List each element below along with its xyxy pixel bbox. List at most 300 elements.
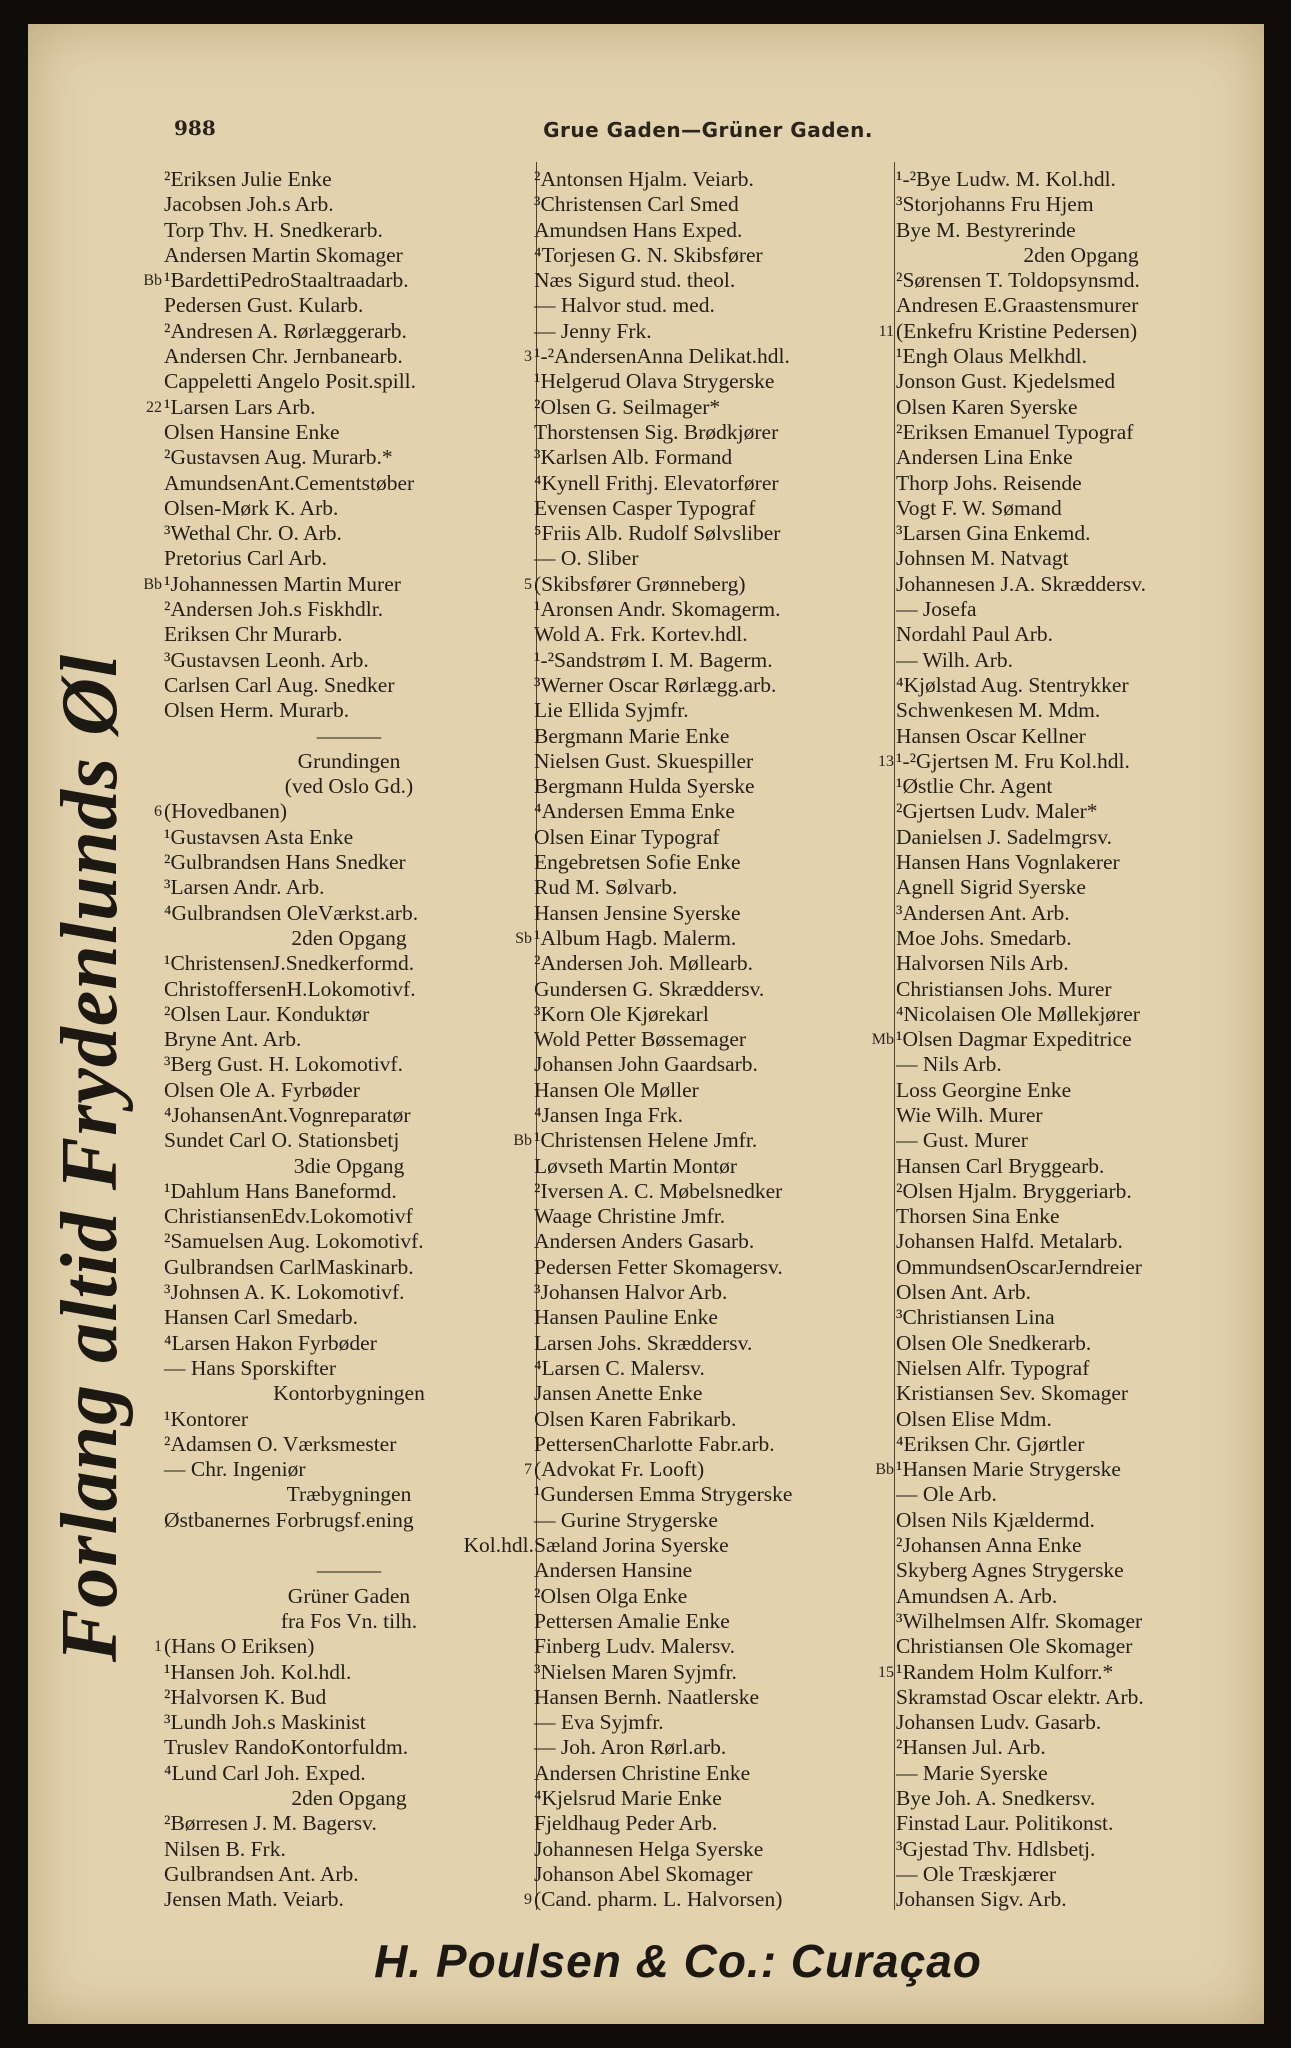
entry-text: ⁴Kjelsrud Marie Enke <box>534 1786 722 1810</box>
entry-text: Thorp Johs. Reisende <box>896 470 1082 495</box>
entry-text: Andersen Martin Skomager <box>164 242 403 267</box>
directory-entry <box>164 496 534 521</box>
entry-text: — Halvor stud. med. <box>534 293 715 318</box>
entry-text: Larsen Johs. Skræddersv. <box>534 1330 753 1355</box>
directory-entry <box>896 572 1266 597</box>
entry-text: ¹ChristensenJ.Snedkerformd. <box>164 951 415 976</box>
entry-text: Danielsen J. Sadelmgrsv. <box>896 824 1112 849</box>
directory-entry <box>164 369 534 394</box>
directory-entry <box>164 1407 534 1432</box>
entry-text: ²Halvorsen K. Bud <box>164 1684 327 1709</box>
entry-text: Østbanernes Forbrugsf.ening <box>164 1507 414 1532</box>
entry-text: ³Karlsen Alb. Formand <box>534 445 733 470</box>
directory-entry <box>875 1457 1266 1482</box>
directory-entry <box>896 1255 1266 1280</box>
entry-text: Hansen Hans Vognlakerer <box>896 850 1120 875</box>
directory-entry <box>164 1128 534 1153</box>
directory-entry <box>896 1103 1266 1128</box>
directory-entry <box>164 1280 534 1305</box>
directory-entry <box>896 1609 1266 1634</box>
directory-entry <box>164 1331 534 1356</box>
directory-entry <box>164 1609 534 1634</box>
entry-text: ²Gjertsen Ludv. Maler* <box>896 799 1098 824</box>
entry-text: Schwenkesen M. Mdm. <box>896 698 1101 723</box>
directory-entry <box>164 471 534 496</box>
directory-entry <box>534 799 892 824</box>
page-number: 988 <box>174 116 216 140</box>
entry-text: ¹Christensen Helene Jmfr. <box>534 1128 758 1153</box>
directory-entry <box>896 1356 1266 1381</box>
entry-text: (ved Oslo Gd.) <box>284 774 414 799</box>
directory-entry <box>164 1229 534 1254</box>
entry-text: Andersen Chr. Jernbanearb. <box>164 344 403 369</box>
directory-entry <box>164 1179 534 1204</box>
entry-text: ²Johansen Anna Enke <box>896 1533 1082 1558</box>
directory-entry <box>871 1027 1266 1052</box>
entry-text: Nilsen B. Frk. <box>164 1836 286 1861</box>
entry-text: Hansen Carl Bryggearb. <box>896 1153 1105 1178</box>
directory-entry <box>146 394 534 420</box>
entry-text: ³Korn Ole Kjørekarl <box>534 1001 709 1026</box>
directory-entry <box>534 192 892 217</box>
entry-text: Johansen John Gaardsarb. <box>534 1052 758 1077</box>
entry-text: 3die Opgang <box>293 1153 405 1178</box>
house-number: 5 <box>524 575 532 593</box>
entry-text: Andresen E.Graastensmurer <box>896 293 1139 318</box>
entry-text: Hansen Carl Smedarb. <box>164 1305 359 1330</box>
directory-entry <box>534 1609 892 1634</box>
directory-entry <box>896 977 1266 1002</box>
entry-text: Finberg Ludv. Malersv. <box>534 1634 736 1659</box>
directory-entry <box>524 1887 892 1912</box>
directory-entry <box>534 268 892 293</box>
directory-entry <box>164 1862 534 1887</box>
directory-entry <box>164 546 534 571</box>
directory-entry <box>534 1179 892 1204</box>
entry-text: — Josefa <box>896 597 977 622</box>
entry-text: ³Lundh Joh.s Maskinist <box>164 1710 366 1735</box>
entry-text: — Jenny Frk. <box>534 318 652 343</box>
house-number: 7 <box>524 1461 532 1479</box>
running-head: Grue Gaden—Grüner Gaden. <box>543 118 873 142</box>
directory-entry <box>534 243 892 268</box>
directory-entry <box>534 622 892 647</box>
entry-text: Torp Thv. H. Snedkerarb. <box>164 217 383 242</box>
entry-text: — Chr. Ingeniør <box>164 1457 306 1482</box>
entry-text: Johannesen J.A. Skræddersv. <box>896 571 1147 596</box>
directory-entry <box>164 724 534 749</box>
house-number: Bb <box>143 575 162 593</box>
entry-text: (Advokat Fr. Looft) <box>534 1457 705 1482</box>
entry-text: Bergmann Hulda Syerske <box>534 774 755 799</box>
entry-text: Jacobsen Joh.s Arb. <box>164 192 334 217</box>
entry-text: ¹Dahlum Hans Baneformd. <box>164 1178 397 1203</box>
entry-text: Olsen Elise Mdm. <box>896 1406 1052 1431</box>
entry-text: ¹Hansen Marie Strygerske <box>896 1457 1121 1482</box>
entry-text: ¹Larsen Lars Arb. <box>164 394 316 419</box>
entry-text: — Eva Syjmfr. <box>534 1710 664 1735</box>
directory-entry <box>164 1558 534 1583</box>
directory-entry <box>164 192 534 217</box>
entry-text: 2den Opgang <box>291 925 407 950</box>
entry-text: ⁴Larsen Hakon Fyrbøder <box>164 1330 377 1355</box>
directory-entry <box>896 850 1266 875</box>
entry-text: (Cand. pharm. L. Halvorsen) <box>534 1887 783 1912</box>
entry-text: ²Olsen Laur. Konduktør <box>164 1001 370 1026</box>
entry-text: Olsen Hansine Enke <box>164 419 340 444</box>
entry-text: ³Wilhelmsen Alfr. Skomager <box>896 1608 1143 1633</box>
directory-entry <box>534 546 892 571</box>
directory-entry <box>534 698 892 723</box>
entry-text: Bergmann Marie Enke <box>534 723 730 748</box>
entry-text: ²Olsen Olga Enke <box>534 1583 688 1608</box>
directory-entry <box>534 1735 892 1760</box>
directory-entry <box>164 774 534 799</box>
entry-text: ¹Olsen Dagmar Expeditrice <box>896 1027 1132 1052</box>
directory-entry <box>143 268 534 293</box>
directory-entry <box>534 167 892 192</box>
directory-entry <box>896 1786 1266 1811</box>
entry-text: Truslev RandoKontorfuldm. <box>164 1735 409 1760</box>
directory-entry <box>164 1837 534 1862</box>
entry-text: ³Andersen Ant. Arb. <box>896 900 1070 925</box>
entry-text: Lie Ellida Syjmfr. <box>534 698 689 723</box>
directory-entry <box>534 1786 892 1811</box>
entry-text: Løvseth Martin Montør <box>534 1153 738 1178</box>
directory-entry <box>164 243 534 268</box>
entry-text: (Hovedbanen) <box>164 799 287 824</box>
entry-text: PettersenCharlotte Fabr.arb. <box>534 1431 775 1456</box>
directory-entry <box>534 977 892 1002</box>
entry-text: — Marie Syerske <box>896 1760 1048 1785</box>
entry-text: Hansen Bernh. Naatlerske <box>534 1684 760 1709</box>
house-number: 9 <box>524 1891 532 1909</box>
entry-text: Grüner Gaden <box>287 1583 411 1608</box>
entry-text: fra Fos Vn. tilh. <box>280 1608 418 1633</box>
entry-text: ¹Helgerud Olava Strygerske <box>534 369 775 394</box>
house-number: Bb <box>513 1132 532 1150</box>
directory-entry <box>896 622 1266 647</box>
directory-entry <box>534 1154 892 1179</box>
directory-entry <box>896 445 1266 470</box>
directory-entry <box>164 1482 534 1507</box>
directory-entry <box>896 597 1266 622</box>
entry-text: Hansen Pauline Enke <box>534 1305 718 1330</box>
directory-entry <box>534 749 892 774</box>
directory-entry <box>896 774 1266 799</box>
directory-entry <box>534 724 892 749</box>
entry-text: ²Samuelsen Aug. Lokomotivf. <box>164 1229 424 1254</box>
directory-entry <box>143 571 534 597</box>
entry-text: Thorstensen Sig. Brødkjører <box>534 419 779 444</box>
directory-entry <box>164 1710 534 1735</box>
entry-text: ⁴Gulbrandsen OleVærkst.arb. <box>164 900 419 925</box>
directory-entry <box>896 471 1266 496</box>
directory-entry <box>534 1533 892 1558</box>
entry-text: ²Olsen Hjalm. Bryggeriarb. <box>896 1178 1132 1203</box>
directory-entry <box>164 901 534 926</box>
directory-entry <box>896 951 1266 976</box>
entry-text: Wold Petter Bøssemager <box>534 1027 747 1052</box>
directory-entry <box>164 1255 534 1280</box>
entry-text: ⁴Nicolaisen Ole Møllekjører <box>896 1001 1140 1026</box>
entry-text: Bye M. Bestyrerinde <box>896 217 1076 242</box>
entry-text: ⁴Kjølstad Aug. Stentrykker <box>896 672 1129 697</box>
entry-text: ³Larsen Andr. Arb. <box>164 875 325 900</box>
directory-entry <box>534 1508 892 1533</box>
entry-text: Grundingen <box>297 748 401 773</box>
entry-text: Andersen Anders Gasarb. <box>534 1229 755 1254</box>
entry-text: Wold A. Frk. Kortev.hdl. <box>534 622 748 647</box>
entry-text: ³Christensen Carl Smed <box>534 192 739 217</box>
directory-entry <box>534 420 892 445</box>
entry-text: Andersen Hansine <box>534 1558 693 1583</box>
directory-entry <box>896 369 1266 394</box>
entry-text: Cappeletti Angelo Posit.spill. <box>164 369 417 394</box>
entry-text: ¹Kontorer <box>164 1406 249 1431</box>
entry-text: ⁴Kynell Frithj. Elevatorfører <box>534 470 779 495</box>
directory-entry <box>534 1584 892 1609</box>
directory-entry <box>164 218 534 243</box>
directory-entry <box>164 850 534 875</box>
entry-text: ²Olsen G. Seilmager* <box>534 394 721 419</box>
directory-entry <box>164 521 534 546</box>
directory-entry <box>896 1305 1266 1330</box>
entry-text: ³Larsen Gina Enkemd. <box>896 521 1091 546</box>
directory-entry <box>164 977 534 1002</box>
directory-entry <box>534 648 892 673</box>
entry-text: — Gust. Murer <box>896 1128 1028 1153</box>
entry-text: ²Børresen J. M. Bagersv. <box>164 1811 377 1836</box>
entry-text: Olsen Karen Syerske <box>896 394 1078 419</box>
directory-entry <box>534 1052 892 1077</box>
directory-entry <box>154 799 534 824</box>
entry-text: ²Sørensen T. Toldopsynsmd. <box>896 268 1140 293</box>
directory-entry <box>896 1002 1266 1027</box>
entry-text: ²Eriksen Julie Enke <box>164 167 332 191</box>
directory-entry <box>878 318 1266 344</box>
directory-entry <box>164 1685 534 1710</box>
entry-text: Hansen Ole Møller <box>534 1077 699 1102</box>
entry-text: ⁴Lund Carl Joh. Exped. <box>164 1760 366 1785</box>
directory-entry <box>164 622 534 647</box>
directory-entry <box>896 926 1266 951</box>
entry-text: Eriksen Chr Murarb. <box>164 622 343 647</box>
directory-entry <box>534 218 892 243</box>
house-number: Bb <box>875 1461 894 1479</box>
entry-text: Johansen Sigv. Arb. <box>896 1887 1067 1912</box>
entry-text: Thorsen Sina Enke <box>896 1204 1060 1229</box>
directory-entry <box>896 1280 1266 1305</box>
directory-entry <box>513 1128 892 1153</box>
house-number: 1 <box>154 1638 162 1656</box>
entry-text: Rud M. Sølvarb. <box>534 875 678 900</box>
directory-entry <box>164 1305 534 1330</box>
house-number: 6 <box>154 803 162 821</box>
directory-entry <box>534 1078 892 1103</box>
directory-column-3 <box>871 167 1266 1912</box>
directory-entry <box>534 951 892 976</box>
entry-text: ⁴Eriksen Chr. Gjørtler <box>896 1431 1085 1456</box>
entry-text: Amundsen Hans Exped. <box>534 217 743 242</box>
directory-entry <box>164 1381 534 1406</box>
directory-entry <box>164 698 534 723</box>
directory-entry <box>164 344 534 369</box>
entry-text: ——— <box>316 1558 382 1583</box>
directory-entry <box>164 1154 534 1179</box>
directory-entry <box>534 825 892 850</box>
entry-text: ¹-²AndersenAnna Delikat.hdl. <box>534 344 790 369</box>
entry-text: Johannesen Helga Syerske <box>534 1836 764 1861</box>
entry-text: Næs Sigurd stud. theol. <box>534 268 736 293</box>
directory-entry <box>896 268 1266 293</box>
entry-text: ⁴Jansen Inga Frk. <box>534 1102 684 1127</box>
directory-entry <box>896 825 1266 850</box>
entry-text: Olsen Nils Kjældermd. <box>896 1507 1095 1532</box>
directory-entry <box>896 901 1266 926</box>
bottom-advertisement: H. Poulsen & Co.: Curaçao <box>374 1935 982 1987</box>
directory-entry <box>534 1811 892 1836</box>
entry-text: Johansen Halfd. Metalarb. <box>896 1229 1123 1254</box>
directory-entry <box>896 1761 1266 1786</box>
directory-entry <box>896 420 1266 445</box>
entry-text: (Hans O Eriksen) <box>164 1634 315 1659</box>
directory-entry <box>534 1280 892 1305</box>
entry-text: Waage Christine Jmfr. <box>534 1204 726 1229</box>
directory-entry <box>515 925 892 951</box>
directory-entry <box>896 496 1266 521</box>
directory-entry <box>534 1482 892 1507</box>
directory-entry <box>896 1558 1266 1583</box>
house-number: Bb <box>143 272 162 290</box>
directory-entry <box>896 1128 1266 1153</box>
directory-entry <box>534 875 892 900</box>
entry-text: ⁴JohansenAnt.Vognreparatør <box>164 1102 411 1127</box>
directory-entry <box>896 1887 1266 1912</box>
directory-entry <box>534 1634 892 1659</box>
directory-entry <box>154 1634 534 1659</box>
directory-entry <box>896 1837 1266 1862</box>
entry-text: ¹BardettiPedroStaaltraadarb. <box>164 268 409 293</box>
directory-entry <box>896 673 1266 698</box>
house-number: 11 <box>878 322 894 340</box>
directory-entry <box>164 1457 534 1482</box>
entry-text: Kristiansen Sev. Skomager <box>896 1381 1129 1406</box>
directory-entry <box>164 1761 534 1786</box>
directory-entry <box>164 1735 534 1760</box>
directory-entry <box>164 1356 534 1381</box>
directory-entry <box>896 1811 1266 1836</box>
directory-entry <box>896 1735 1266 1760</box>
entry-text: ¹Gustavsen Asta Enke <box>164 824 354 849</box>
entry-text: Olsen Ole A. Fyrbøder <box>164 1077 360 1102</box>
entry-text: 2den Opgang <box>291 1786 407 1810</box>
house-number: 3 <box>524 348 532 366</box>
entry-text: — Ole Arb. <box>896 1482 997 1507</box>
entry-text: Carlsen Carl Aug. Snedker <box>164 672 395 697</box>
directory-entry <box>534 319 892 344</box>
directory-entry <box>164 1103 534 1128</box>
entry-text: Olsen-Mørk K. Arb. <box>164 495 339 520</box>
directory-entry <box>164 1660 534 1685</box>
entry-text: ⁵Friis Alb. Rudolf Sølvsliber <box>534 521 781 546</box>
directory-entry <box>164 597 534 622</box>
directory-entry <box>164 1078 534 1103</box>
directory-entry <box>164 1584 534 1609</box>
entry-text: Nielsen Gust. Skuespiller <box>534 748 754 773</box>
entry-text: ¹Gundersen Emma Strygerske <box>534 1482 793 1507</box>
entry-text: AmundsenAnt.Cementstøber <box>164 470 415 495</box>
directory-entry <box>164 1811 534 1836</box>
directory-page <box>28 24 1264 2024</box>
entry-text: ¹Album Hagb. Malerm. <box>534 925 737 950</box>
directory-entry <box>896 521 1266 546</box>
house-number: 22 <box>146 398 162 416</box>
entry-text: ¹-²Sandstrøm I. M. Bagerm. <box>534 647 773 672</box>
directory-entry <box>896 1331 1266 1356</box>
directory-entry <box>164 875 534 900</box>
entry-text: Hansen Oscar Kellner <box>896 723 1086 748</box>
entry-text: Moe Johs. Smedarb. <box>896 925 1072 950</box>
entry-text: ²Andersen Joh. Møllearb. <box>534 951 754 976</box>
entry-text: Olsen Ole Snedkerarb. <box>896 1330 1092 1355</box>
directory-entry <box>534 1356 892 1381</box>
directory-entry <box>534 850 892 875</box>
directory-entry <box>896 218 1266 243</box>
directory-entry <box>896 344 1266 369</box>
entry-text: ¹Østlie Chr. Agent <box>896 774 1053 799</box>
entry-text: ³Gustavsen Leonh. Arb. <box>164 647 369 672</box>
entry-text: Christiansen Ole Skomager <box>896 1634 1133 1659</box>
directory-entry <box>534 1862 892 1887</box>
directory-entry <box>534 597 892 622</box>
directory-entry <box>896 192 1266 217</box>
entry-text: — Joh. Aron Rørl.arb. <box>534 1735 727 1760</box>
directory-entry <box>164 1432 534 1457</box>
directory-entry <box>896 648 1266 673</box>
directory-entry <box>896 724 1266 749</box>
entry-text: ²Antonsen Hjalm. Veiarb. <box>534 167 754 191</box>
directory-entry <box>534 1558 892 1583</box>
directory-entry <box>534 1204 892 1229</box>
directory-entry <box>896 1634 1266 1659</box>
entry-text: ³Wethal Chr. O. Arb. <box>164 521 342 546</box>
directory-entry <box>896 1381 1266 1406</box>
directory-entry <box>534 1103 892 1128</box>
entry-text: Olsen Karen Fabrikarb. <box>534 1406 737 1431</box>
entry-text: — Gurine Strygerske <box>534 1507 718 1532</box>
directory-entry <box>896 1179 1266 1204</box>
directory-entry <box>896 243 1266 268</box>
entry-text: ¹Hansen Joh. Kol.hdl. <box>164 1659 352 1684</box>
directory-entry <box>164 648 534 673</box>
entry-text: ²Hansen Jul. Arb. <box>896 1735 1046 1760</box>
entry-text: Jonson Gust. Kjedelsmed <box>896 369 1116 394</box>
entry-text: ⁴Andersen Emma Enke <box>534 799 735 824</box>
entry-text: ¹Engh Olaus Melkhdl. <box>896 344 1087 369</box>
directory-entry <box>896 799 1266 824</box>
entry-text: Gulbrandsen Ant. Arb. <box>164 1861 359 1886</box>
directory-entry <box>896 395 1266 420</box>
entry-text: ²Eriksen Emanuel Typograf <box>896 419 1134 444</box>
directory-entry <box>524 1457 892 1482</box>
entry-text: Christiansen Johs. Murer <box>896 976 1112 1001</box>
entry-text: ⁴Torjesen G. N. Skibsfører <box>534 242 763 267</box>
directory-entry <box>896 1482 1266 1507</box>
side-advertisement: Forlang altid Frydenlunds Øl <box>46 653 134 1663</box>
entry-text: Andersen Christine Enke <box>534 1760 751 1785</box>
directory-entry <box>534 901 892 926</box>
